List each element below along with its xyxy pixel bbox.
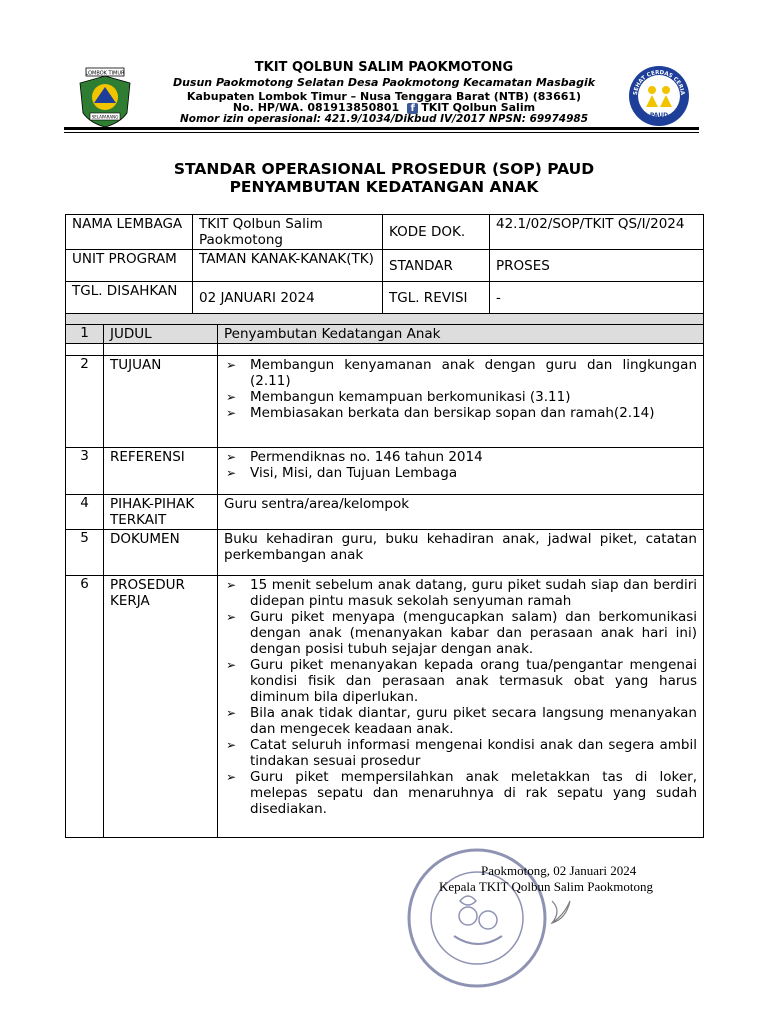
- info-row: [66, 282, 704, 314]
- left-logo-motto: SELAPARANG: [91, 114, 119, 120]
- row-label: DOKUMEN: [104, 530, 218, 576]
- info-label: TGL. DISAHKAN: [66, 282, 193, 314]
- list-item: ➢ Guru piket mempersilahkan anak meletakkan tas di loker, melepas sepatu dan menaruhnya di rak sepatu yang sudah disediakan.: [224, 769, 697, 817]
- school-address: Dusun Paokmotong Selatan Desa Paokmotong Kecamatan Masbagik: [172, 76, 596, 89]
- row-label: TUJUAN: [104, 356, 218, 448]
- list-item: ➢ Membiasakan berkata dan bersikap sopan dan ramah(2.14): [224, 405, 697, 421]
- sop-row-tujuan: [66, 356, 704, 448]
- list-item: ➢ Membangun kenyamanan anak dengan guru dan lingkungan (2.11): [224, 357, 697, 389]
- school-name: TKIT QOLBUN SALIM PAOKMOTONG: [254, 60, 514, 75]
- left-logo-label: LOMBOK TIMUR: [85, 70, 125, 77]
- row-content: Penyambutan Kedatangan Anak: [218, 325, 704, 356]
- school-regency: Kabupaten Lombok Timur – Nusa Tenggara Barat (NTB) (83661): [186, 90, 582, 103]
- row-number: 2: [66, 356, 104, 448]
- row-label: JUDUL: [104, 325, 218, 356]
- row-label: REFERENSI: [104, 448, 218, 495]
- sop-table: [65, 324, 704, 838]
- document-title: STANDAR OPERASIONAL PROSEDUR (SOP) PAUD: [173, 160, 595, 178]
- sop-row-judul: [66, 325, 704, 356]
- list-item: ➢ 15 menit sebelum anak datang, guru piket sudah siap dan berdiri didepan pintu masuk sekolah senyuman ramah: [224, 577, 697, 609]
- row-content: [218, 356, 704, 448]
- list-item: ➢ Catat seluruh informasi mengenai kondisi anak dan segera ambil tindakan sesuai prosedur: [224, 737, 697, 769]
- sop-row-prosedur: [66, 576, 704, 838]
- info-label: TGL. REVISI: [383, 282, 490, 314]
- list-item: ➢ Permendiknas no. 146 tahun 2014: [224, 449, 697, 465]
- info-row: [66, 215, 704, 250]
- signature-role: Kepala TKIT Qolbun Salim Paokmotong: [439, 879, 653, 894]
- row-number: 4: [66, 495, 104, 530]
- info-label: UNIT PROGRAM: [66, 250, 193, 282]
- list-item: ➢ Membangun kemampuan berkomunikasi (3.11): [224, 389, 697, 405]
- info-value: TAMAN KANAK-KANAK(TK): [193, 250, 383, 282]
- row-content: Guru sentra/area/kelompok: [218, 495, 704, 530]
- right-logo-label: PAUD: [649, 112, 669, 119]
- row-content: [218, 448, 704, 495]
- letterhead-rule: [64, 127, 699, 130]
- phone-number: No. HP/WA. 081913850801: [232, 101, 400, 114]
- list-item: ➢ Guru piket menyapa (mengucapkan salam) dan berkomunikasi dengan anak (menanyakan kabar dan perasaan anak hari ini) dengan posisi tubuh sejajar dengan anak.: [224, 609, 697, 657]
- info-value: -: [490, 282, 704, 314]
- facebook-icon: f: [407, 103, 418, 114]
- info-label: KODE DOK.: [383, 215, 490, 250]
- info-value: PROSES: [490, 250, 704, 282]
- sop-row-referensi: [66, 448, 704, 495]
- row-content: [218, 576, 704, 838]
- info-label: STANDAR: [383, 250, 490, 282]
- info-value: 02 JANUARI 2024: [193, 282, 383, 314]
- facebook-name: TKIT Qolbun Salim: [421, 101, 536, 114]
- sop-row-pihak: [66, 495, 704, 530]
- permit-info: Nomor izin operasional: 421.9/1034/Dikbud IV/2017 NPSN: 69974985: [179, 113, 589, 125]
- info-value: 42.1/02/SOP/TKIT QS/I/2024: [490, 215, 704, 250]
- letterhead-rule-thin: [64, 132, 699, 133]
- row-content: Buku kehadiran guru, buku kehadiran anak, jadwal piket, catatan perkembangan anak: [218, 530, 704, 576]
- row-number: 6: [66, 576, 104, 838]
- row-number: 1: [66, 325, 104, 356]
- info-label: NAMA LEMBAGA: [66, 215, 193, 250]
- sop-row-dokumen: [66, 530, 704, 576]
- info-row: [66, 250, 704, 282]
- info-value: TKIT Qolbun Salim Paokmotong: [193, 215, 383, 250]
- list-item: ➢ Visi, Misi, dan Tujuan Lembaga: [224, 465, 697, 481]
- row-label: PROSEDUR KERJA: [104, 576, 218, 838]
- list-item: ➢ Bila anak tidak diantar, guru piket secara langsung menanyakan dan mengecek keadaan anak.: [224, 705, 697, 737]
- document-subtitle: PENYAMBUTAN KEDATANGAN ANAK: [229, 178, 539, 196]
- list-item: ➢ Guru piket menanyakan kepada orang tua/pengantar mengenai kondisi fisik dan perasaan anak termasuk obat yang harus diminum bila diperlukan.: [224, 657, 697, 705]
- right-logo-text: SEHAT CERDAS CERIA: [632, 69, 686, 96]
- row-label: PIHAK-PIHAK TERKAIT: [104, 495, 218, 530]
- row-number: 3: [66, 448, 104, 495]
- signature-place-date: Paokmotong, 02 Januari 2024: [481, 863, 637, 878]
- row-number: 5: [66, 530, 104, 576]
